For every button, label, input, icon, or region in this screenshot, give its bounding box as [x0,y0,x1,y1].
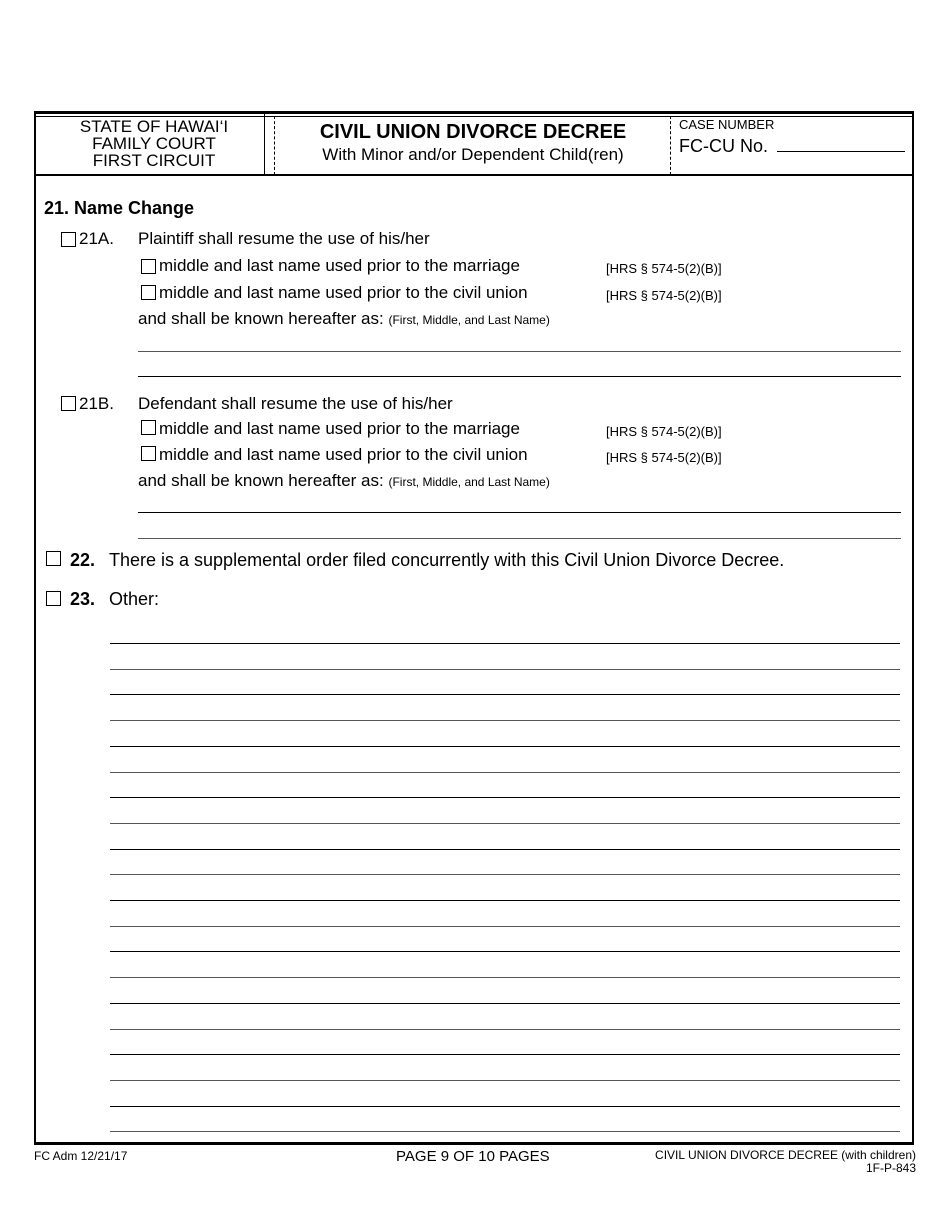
text-21b: Defendant shall resume the use of his/her [138,394,453,413]
text-21a-option-civil-union: middle and last name used prior to the civil union [159,283,528,302]
other-line[interactable] [110,977,900,978]
text-21b-known-as [138,471,550,492]
case-number-field[interactable] [777,135,905,152]
ref-21a-option-civil-union: [HRS § 574-5(2)(B)] [606,288,722,303]
case-number-label: CASE NUMBER [679,117,775,132]
other-line[interactable] [110,926,900,927]
court-line-3: FIRST CIRCUIT [92,151,216,170]
text-21b-known-as-note: (First, Middle, and Last Name) [388,475,550,489]
checkbox-23[interactable] [46,591,61,606]
label-21b: 21B. [79,394,114,413]
document-title: CIVIL UNION DIVORCE DECREE [319,121,627,143]
name-line-21b-1[interactable] [138,512,901,513]
other-line[interactable] [110,669,900,670]
name-line-21a-2[interactable] [138,376,901,377]
checkbox-21b-option-civil-union[interactable] [141,446,156,461]
text-21a-known-as [138,309,550,330]
other-line[interactable] [110,849,900,850]
label-21a: 21A. [79,229,114,248]
name-line-21b-2[interactable] [138,538,901,539]
footer-form-number: 1F-P-843 [865,1161,916,1175]
other-line[interactable] [110,1106,900,1107]
other-line[interactable] [110,643,900,644]
section-23-text: Other: [109,589,160,609]
other-line[interactable] [110,823,900,824]
other-line[interactable] [110,746,900,747]
case-number-prefix: FC-CU No. [679,136,768,156]
case-number-row [679,134,909,158]
other-line[interactable] [110,720,900,721]
checkbox-21b[interactable] [61,396,76,411]
other-line[interactable] [110,1131,900,1132]
document-subtitle: With Minor and/or Dependent Child(ren) [322,145,624,164]
court-line-2: FAMILY COURT [92,134,216,153]
footer-form-date: FC Adm 12/21/17 [34,1149,128,1163]
other-line[interactable] [110,1054,900,1055]
checkbox-21a-option-civil-union[interactable] [141,285,156,300]
document-title-block [278,120,668,166]
ref-21b-option-civil-union: [HRS § 574-5(2)(B)] [606,450,722,465]
section-21-heading: 21. Name Change [44,198,195,218]
other-line[interactable] [110,694,900,695]
text-21b-option-marriage: middle and last name used prior to the marriage [159,419,520,438]
text-21a: Plaintiff shall resume the use of his/her [138,229,430,248]
section-23-number: 23. [70,589,96,609]
footer-form-title: CIVIL UNION DIVORCE DECREE (with children) [655,1148,916,1162]
court-line-1: STATE OF HAWAI‘I [79,117,229,136]
text-21a-option-marriage: middle and last name used prior to the marriage [159,256,520,275]
other-line[interactable] [110,900,900,901]
text-21a-known-as-label: and shall be known hereafter as: [138,309,384,328]
checkbox-21b-option-marriage[interactable] [141,420,156,435]
text-21b-option-civil-union: middle and last name used prior to the civil union [159,445,528,464]
checkbox-22[interactable] [46,551,61,566]
other-line[interactable] [110,1080,900,1081]
ref-21b-option-marriage: [HRS § 574-5(2)(B)] [606,424,722,439]
other-line[interactable] [110,951,900,952]
text-21b-known-as-label: and shall be known hereafter as: [138,471,384,490]
other-line[interactable] [110,772,900,773]
checkbox-21a[interactable] [61,232,76,247]
header-bottom-rule [34,174,914,176]
checkbox-21a-option-marriage[interactable] [141,259,156,274]
section-22-text: There is a supplemental order filed concurrently with this Civil Union Divorce Decree. [109,550,785,570]
other-line[interactable] [110,1029,900,1030]
other-line[interactable] [110,1003,900,1004]
header-divider-right [670,116,671,175]
text-21a-known-as-note: (First, Middle, and Last Name) [388,313,550,327]
case-number-box [679,117,909,158]
header-divider-left-2 [274,116,275,175]
ref-21a-option-marriage: [HRS § 574-5(2)(B)] [606,261,722,276]
other-line[interactable] [110,797,900,798]
court-name [40,118,268,169]
footer-page-number: PAGE 9 OF 10 PAGES [396,1148,550,1165]
footer-form-title-block [560,1149,916,1175]
other-line[interactable] [110,874,900,875]
name-line-21a-1[interactable] [138,351,901,352]
section-22-number: 22. [70,550,96,570]
